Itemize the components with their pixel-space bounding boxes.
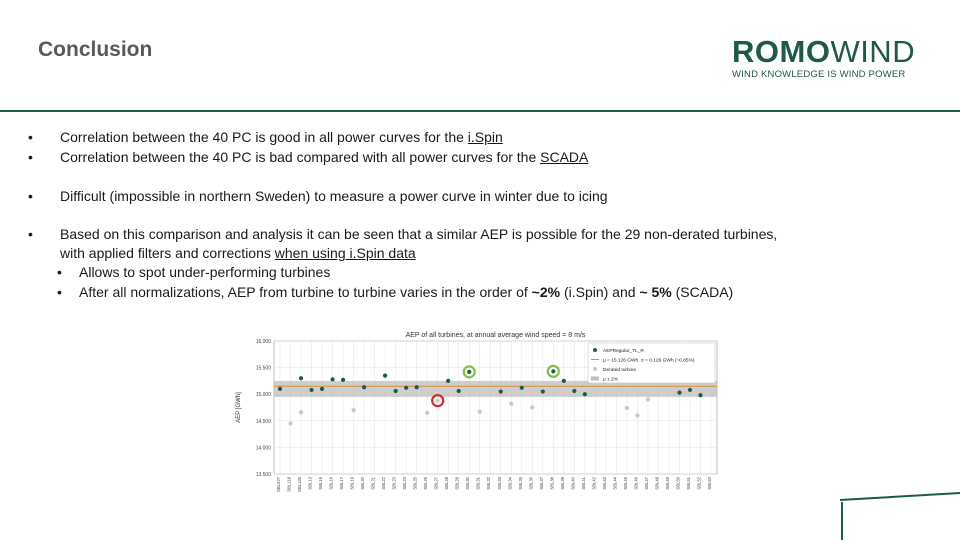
derated-point — [509, 402, 513, 406]
ispin-link[interactable]: i.Spin — [467, 129, 503, 145]
x-tick-label: SBL24 — [402, 477, 408, 490]
bullet-text: After all normalizations, AEP from turbine to turbine varies in the order of ~2% (i.Spin) and ~ 5% (SCADA) — [79, 284, 734, 300]
bullet-dot: • — [57, 264, 62, 280]
turbine-point — [541, 389, 545, 393]
y-tick-label: 14.500 — [255, 418, 271, 425]
logo-tagline: WIND KNOWLEDGE IS WIND POWER — [732, 69, 906, 80]
x-tick-label: SBL53 — [707, 477, 712, 490]
bullet-text: Allows to spot under-performing turbines — [79, 264, 331, 280]
turbine-point — [551, 369, 555, 373]
bullet-text: Difficult (impossible in northern Sweden) to measure a power curve in winter due to icing — [60, 188, 608, 204]
turbine-point — [383, 373, 387, 377]
bullet-dot: • — [28, 129, 33, 145]
x-tick-label: SBL33 — [496, 477, 502, 490]
derated-point — [288, 421, 292, 425]
turbine-point — [677, 391, 681, 395]
x-tick-label: SBL43 — [601, 477, 607, 490]
x-tick-label: SBL27 — [433, 477, 439, 490]
x-tick-label: SBL19 — [349, 477, 355, 490]
bullet-dot: • — [28, 226, 33, 242]
turbine-point — [320, 387, 324, 391]
derated-point — [478, 410, 482, 414]
y-tick-label: 16.000 — [255, 339, 271, 345]
x-tick-label: SBL49 — [664, 477, 670, 490]
turbine-point — [688, 388, 692, 392]
x-tick-label: SBL31 — [475, 477, 481, 490]
x-tick-label: SBL027 — [276, 477, 281, 492]
turbine-point — [572, 389, 576, 393]
x-tick-label: SBL28 — [444, 477, 450, 490]
turbine-point — [394, 389, 398, 393]
y-tick-label: 15.000 — [255, 392, 271, 399]
legend-label: Derated turbine — [603, 368, 637, 373]
x-tick-label: SBL15 — [318, 477, 324, 490]
x-tick-label: SBL16 — [328, 477, 334, 490]
x-tick-label: SBL34 — [507, 477, 513, 490]
x-tick-label: SBL25 — [412, 477, 418, 490]
x-tick-label: SBL39 — [559, 477, 565, 490]
legend-label: μ ± 2% — [603, 377, 618, 383]
x-tick-label: SBL52 — [696, 477, 702, 490]
derated-point — [635, 413, 639, 417]
ispin-data-link[interactable]: when using i.Spin data — [274, 245, 416, 261]
derated-point — [351, 408, 355, 412]
x-tick-label: SBL51 — [685, 477, 691, 490]
aep-chart — [230, 327, 725, 512]
x-tick-label: SBL38 — [549, 477, 555, 490]
legend-marker — [593, 367, 597, 371]
x-tick-label: SBL22 — [381, 477, 387, 490]
logo-brand-light: WIND — [830, 34, 916, 69]
x-tick-label: SBL48 — [654, 477, 660, 490]
legend-marker — [591, 377, 599, 381]
x-tick-label: SBL50 — [675, 477, 681, 490]
derated-point — [530, 405, 534, 409]
logo-wordmark — [732, 36, 928, 67]
legend-label: AEPRegular_TL_R — [603, 349, 644, 354]
x-tick-label: SBL42 — [591, 477, 597, 490]
turbine-point — [404, 386, 408, 390]
bullet-text: Correlation between the 40 PC is bad compared with all power curves for the SCADA — [60, 149, 589, 165]
x-tick-label: SBL41 — [580, 477, 586, 490]
romowind-logo — [732, 36, 928, 80]
chart-title: AEP of all turbines, at annual average wind speed = 8 m/s — [405, 332, 586, 339]
derated-point — [299, 410, 303, 414]
x-tick-label: SBL36 — [528, 477, 534, 490]
x-tick-label: SBL17 — [339, 477, 345, 490]
tolerance-band — [274, 381, 717, 397]
derated-point — [646, 397, 650, 401]
turbine-point — [330, 377, 334, 381]
x-tick-label: SBL40 — [570, 477, 576, 490]
x-tick-label: SBL37 — [538, 477, 544, 490]
x-tick-label: SBL23 — [391, 477, 397, 490]
turbine-point — [562, 379, 566, 383]
bullet-dot: • — [28, 149, 33, 165]
x-tick-label: SBL20 — [360, 477, 366, 490]
bullet-text: Correlation between the 40 PC is good in all power curves for the i.Spin — [60, 129, 503, 145]
turbine-point — [698, 393, 702, 397]
slide-title: Conclusion — [38, 38, 153, 61]
bullet-text: Based on this comparison and analysis it can be seen that a similar AEP is possible for the 29 non-derated turbines, — [60, 226, 778, 242]
turbine-point — [278, 387, 282, 391]
legend-marker — [593, 348, 597, 352]
turbine-point — [467, 370, 471, 374]
x-tick-label: SBL21 — [370, 477, 376, 490]
derated-point — [625, 406, 629, 410]
x-tick-label: SBL13 — [307, 477, 313, 490]
x-tick-label: SBL47 — [643, 477, 649, 490]
bullet-dot: • — [28, 188, 33, 204]
turbine-point — [457, 389, 461, 393]
turbine-point — [520, 386, 524, 390]
x-tick-label: SBL35 — [517, 477, 523, 490]
x-tick-label: SBL29 — [454, 477, 460, 490]
scada-link[interactable]: SCADA — [540, 149, 589, 165]
turbine-point — [583, 392, 587, 396]
y-tick-label: 13.500 — [255, 472, 271, 478]
x-tick-label: SBL45 — [622, 477, 628, 490]
x-tick-label: SBL118 — [286, 477, 292, 492]
legend-label: μ = 15.126 GWh, σ = 0.126 GWh (~0.85%) — [603, 358, 695, 364]
x-tick-label: SBL46 — [633, 477, 639, 490]
aep-scatter-plot — [230, 327, 725, 512]
header-divider — [0, 110, 960, 112]
turbine-point — [446, 379, 450, 383]
x-tick-label: SBL125 — [297, 477, 303, 492]
y-axis-label: AEP [GWh] — [236, 392, 242, 423]
turbine-point — [309, 388, 313, 392]
logo-brand-bold: ROMO — [732, 34, 831, 69]
turbine-point — [362, 385, 366, 389]
x-tick-label: SBL32 — [486, 477, 492, 490]
y-tick-label: 15.500 — [255, 365, 271, 372]
x-tick-label: SBL44 — [612, 477, 618, 490]
turbine-point — [415, 385, 419, 389]
derated-point — [425, 411, 429, 415]
turbine-point — [341, 378, 345, 382]
x-tick-label: SBL26 — [423, 477, 429, 490]
derated-point — [436, 398, 440, 402]
y-tick-label: 14.000 — [255, 445, 271, 452]
turbine-point — [299, 376, 303, 380]
bullet-dot: • — [57, 284, 62, 300]
x-tick-label: SBL30 — [465, 477, 471, 490]
turbine-point — [499, 389, 503, 393]
